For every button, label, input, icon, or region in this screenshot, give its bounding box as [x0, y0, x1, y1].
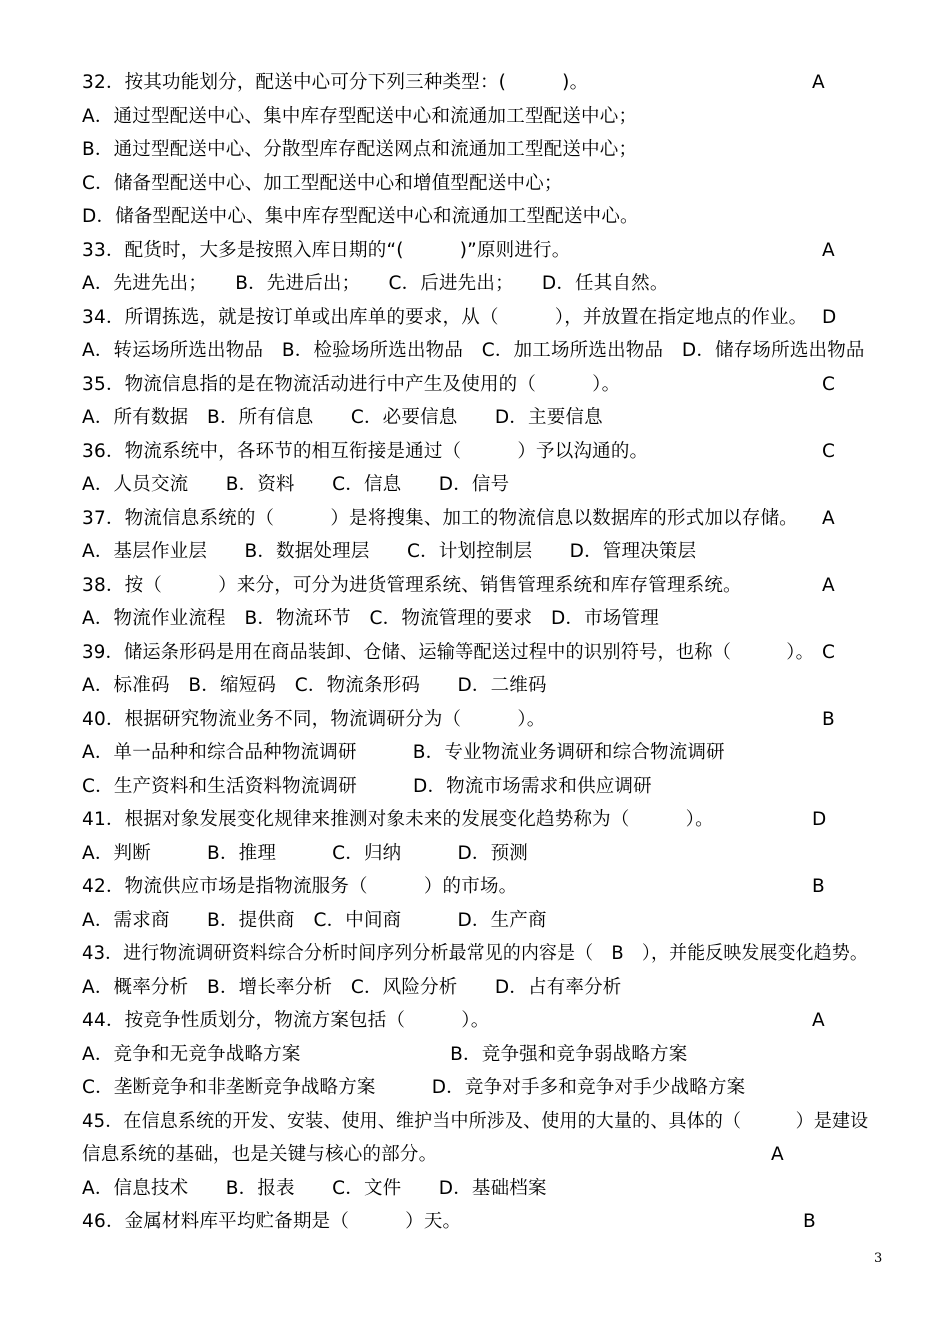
option-text: C．生产资料和生活资料物流调研 D．物流市场需求和供应调研: [82, 775, 652, 797]
option-text: A．竞争和无竞争战略方案 B．竞争强和竞争弱战略方案: [82, 1043, 688, 1065]
option-text: A．通过型配送中心、集中库存型配送中心和流通加工型配送中心；: [82, 105, 638, 127]
option-text: D．储备型配送中心、集中库存型配送中心和流通加工型配送中心。: [82, 206, 639, 227]
option-text: A．基层作业层 B．数据处理层 C．计划控制层 D．管理决策层: [82, 541, 697, 562]
option-text: 信息系统的基础，也是关键与核心的部分。: [82, 1144, 438, 1165]
question-text: 35．物流信息指的是在物流活动进行中产生及使用的（ ）。: [82, 373, 621, 395]
question-text: 36．物流系统中，各环节的相互衔接是通过（ ）予以沟通的。: [82, 440, 649, 462]
answer-key: D: [822, 306, 837, 328]
question-text: 41．根据对象发展变化规律来推测对象未来的发展变化趋势称为（ ）。: [82, 809, 714, 830]
option-text: B．通过型配送中心、分散型库存配送网点和流通加工型配送中心；: [82, 139, 638, 160]
answer-key: A: [822, 507, 835, 529]
question-text: 44．按竞争性质划分，物流方案包括（ ）。: [82, 1010, 490, 1031]
question-text: 33．配货时，大多是按照入库日期的“( )”原则进行。: [82, 239, 571, 261]
option-text: A．人员交流 B．资料 C．信息 D．信号: [82, 474, 510, 495]
option-text: A．物流作业流程 B．物流环节 C．物流管理的要求 D．市场管理: [82, 608, 659, 629]
answer-key: C: [822, 440, 835, 462]
page-number: 3: [874, 1251, 883, 1266]
option-text: C．储备型配送中心、加工型配送中心和增值型配送中心；: [82, 172, 563, 194]
question-text: 39．储运条形码是用在商品装卸、仓储、运输等配送过程中的识别符号，也称（ ）。: [82, 641, 814, 663]
question-text: 46．金属材料库平均贮备期是（ ）天。: [82, 1211, 462, 1232]
answer-key: D: [812, 809, 827, 830]
answer-key: A: [771, 1144, 784, 1165]
question-text: 40．根据研究物流业务不同，物流调研分为（ ）。: [82, 708, 546, 730]
answer-key: A: [822, 239, 835, 261]
question-text: 32．按其功能划分，配送中心可分下列三种类型：( )。: [82, 72, 589, 93]
answer-key: C: [822, 641, 835, 663]
answer-key: C: [822, 373, 835, 395]
answer-key: A: [822, 574, 835, 596]
answer-key: B: [803, 1211, 816, 1232]
answer-key: A: [812, 72, 825, 93]
question-text: 42．物流供应市场是指物流服务（ ）的市场。: [82, 876, 518, 897]
option-text: A．转运场所选出物品 B．检验场所选出物品 C．加工场所选出物品 D．储存场所选出物品: [82, 340, 865, 361]
option-text: A．标准码 B．缩短码 C．物流条形码 D．二维码: [82, 675, 547, 696]
answer-key: B: [822, 708, 835, 730]
option-text: A．所有数据 B．所有信息 C．必要信息 D．主要信息: [82, 407, 603, 428]
option-text: A．需求商 B．提供商 C．中间商 D．生产商: [82, 909, 547, 931]
question-text: 45．在信息系统的开发、安装、使用、维护当中所涉及、使用的大量的、具体的（ ）是建设: [82, 1110, 869, 1132]
option-text: A．概率分析 B．增长率分析 C．风险分析 D．占有率分析: [82, 976, 622, 998]
question-text: 34．所谓拣选，就是按订单或出库单的要求，从（ ），并放置在指定地点的作业。: [82, 306, 808, 328]
option-text: C．垄断竞争和非垄断竞争战略方案 D．竞争对手多和竞争对手少战略方案: [82, 1077, 746, 1098]
option-text: A．判断 B．推理 C．归纳 D．预测: [82, 842, 529, 864]
option-text: A．先进先出； B．先进后出； C．后进先出； D．任其自然。: [82, 273, 669, 294]
option-text: A．单一品种和综合品种物流调研 B．专业物流业务调研和综合物流调研: [82, 742, 725, 763]
answer-key: A: [812, 1010, 825, 1031]
option-text: A．信息技术 B．报表 C．文件 D．基础档案: [82, 1177, 547, 1199]
question-text: 37．物流信息系统的（ ）是将搜集、加工的物流信息以数据库的形式加以存储。: [82, 507, 798, 529]
question-text: 38．按（ ）来分，可分为进货管理系统、销售管理系统和库存管理系统。: [82, 574, 742, 596]
answer-key: B: [812, 876, 825, 897]
question-text: 43．进行物流调研资料综合分析时间序列分析最常见的内容是（ B ），并能反映发展变化趋势。: [82, 943, 868, 964]
